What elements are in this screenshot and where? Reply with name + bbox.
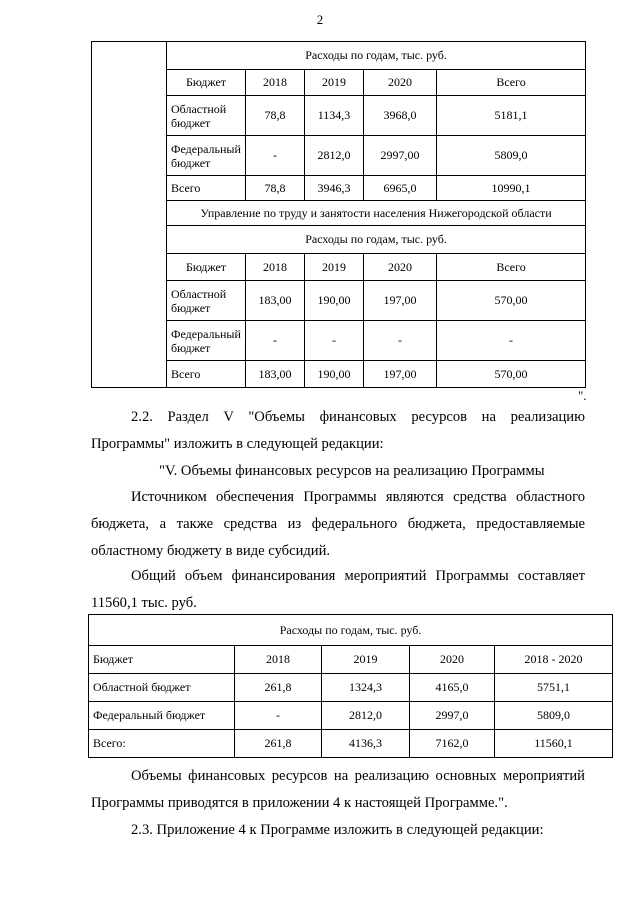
table-cell: 5751,1: [495, 674, 613, 702]
table-row: [92, 96, 586, 136]
column-header: Бюджет: [167, 70, 246, 96]
paragraph-line: Объемы финансовых ресурсов на реализацию основных мероприятий: [131, 768, 585, 784]
paragraph-line: 2.2. Раздел V "Объемы финансовых ресурсов на реализацию: [131, 409, 585, 425]
table-row: [92, 321, 586, 361]
column-header: 2018: [246, 254, 305, 281]
row-label: Федеральный бюджет: [167, 136, 246, 176]
paragraph-line: Источником обеспечения Программы являются средства областного: [131, 489, 585, 505]
table-cell: 190,00: [305, 281, 364, 321]
column-header: 2019: [305, 254, 364, 281]
column-header: 2019: [305, 70, 364, 96]
row-label: Федеральный бюджет: [89, 702, 235, 730]
column-header: Всего: [437, 254, 586, 281]
row-label: Областной бюджет: [167, 281, 246, 321]
table-cell: 190,00: [305, 361, 364, 388]
table-cell: 11560,1: [495, 730, 613, 758]
column-header: 2018 - 2020: [495, 646, 613, 674]
total-funding-table: [88, 614, 613, 758]
paragraph-total-volume: [91, 563, 585, 617]
table-cell: 197,00: [364, 361, 437, 388]
paragraph-line: Общий объем финансирования мероприятий Программы составляет: [131, 568, 585, 584]
table-cell: 1324,3: [322, 674, 410, 702]
table-cell: 3968,0: [364, 96, 437, 136]
table-cell: 2997,00: [364, 136, 437, 176]
table-header: Расходы по годам, тыс. руб.: [167, 226, 586, 254]
upper-funding-table: [91, 41, 586, 388]
section-heading-line: "V. Объемы финансовых ресурсов на реализацию Программы: [159, 463, 545, 479]
paragraph-line: бюджета, а также средства из федерального бюджета, предоставляемые: [91, 516, 585, 532]
table-cell: 5809,0: [437, 136, 586, 176]
table-cell: 4165,0: [410, 674, 495, 702]
table-row: [89, 674, 613, 702]
table-row: [92, 136, 586, 176]
table-cell: 570,00: [437, 281, 586, 321]
column-header: 2018: [235, 646, 322, 674]
paragraph-2-3: [91, 817, 585, 844]
column-header: Всего: [437, 70, 586, 96]
column-header: 2018: [246, 70, 305, 96]
table-row: [92, 361, 586, 388]
table-cell: 5181,1: [437, 96, 586, 136]
table-cell: 1134,3: [305, 96, 364, 136]
paragraph-line: Программы" изложить в следующей редакции:: [91, 436, 384, 452]
table-cell: 4136,3: [322, 730, 410, 758]
table-cell: 2812,0: [322, 702, 410, 730]
column-header: Бюджет: [89, 646, 235, 674]
table-row: [89, 730, 613, 758]
row-label: Областной бюджет: [89, 674, 235, 702]
column-header: 2020: [364, 254, 437, 281]
paragraph-volumes: [91, 763, 585, 817]
section-heading: [91, 458, 585, 485]
page-number: 2: [316, 12, 324, 27]
column-header: 2019: [322, 646, 410, 674]
table-header: Расходы по годам, тыс. руб.: [167, 42, 586, 70]
table-cell: 197,00: [364, 281, 437, 321]
column-header: 2020: [364, 70, 437, 96]
table-row: [92, 176, 586, 201]
column-header: 2020: [410, 646, 495, 674]
table-cell: 261,8: [235, 674, 322, 702]
row-label: Всего: [167, 176, 246, 201]
table-cell: 261,8: [235, 730, 322, 758]
paragraph-line: областному бюджету в виде субсидий.: [91, 543, 331, 559]
paragraph-line: Программы приводятся в приложении 4 к настоящей Программе.".: [91, 795, 508, 811]
table-cell: 5809,0: [495, 702, 613, 730]
table-cell: -: [246, 321, 305, 361]
table-cell: 570,00: [437, 361, 586, 388]
table-cell: -: [305, 321, 364, 361]
table-cell: 78,8: [246, 96, 305, 136]
table-cell: 183,00: [246, 361, 305, 388]
row-label: Областной бюджет: [167, 96, 246, 136]
paragraph-funding-source: [91, 484, 585, 565]
table-cell: -: [364, 321, 437, 361]
table-cell: 7162,0: [410, 730, 495, 758]
table-cell: 6965,0: [364, 176, 437, 201]
table-row: [89, 702, 613, 730]
table-cell: -: [235, 702, 322, 730]
paragraph-line: 2.3. Приложение 4 к Программе изложить в следующей редакции:: [131, 822, 544, 838]
table-cell: 3946,3: [305, 176, 364, 201]
table-cell: 10990,1: [437, 176, 586, 201]
row-label: Всего:: [89, 730, 235, 758]
table-cell: -: [246, 136, 305, 176]
row-label: Всего: [167, 361, 246, 388]
closing-quote: ".: [578, 388, 587, 403]
paragraph-2-2: [91, 404, 585, 458]
table-cell: -: [437, 321, 586, 361]
column-header: Бюджет: [167, 254, 246, 281]
left-blank-column: [92, 42, 167, 388]
table-row: [92, 281, 586, 321]
paragraph-line: 11560,1 тыс. руб.: [91, 595, 197, 611]
table-cell: 78,8: [246, 176, 305, 201]
row-label: Федеральный бюджет: [167, 321, 246, 361]
table-cell: 183,00: [246, 281, 305, 321]
table-cell: 2997,0: [410, 702, 495, 730]
table-cell: 2812,0: [305, 136, 364, 176]
organization-title: Управление по труду и занятости населения Нижегородской области: [167, 201, 586, 226]
table-header: Расходы по годам, тыс. руб.: [89, 615, 613, 646]
